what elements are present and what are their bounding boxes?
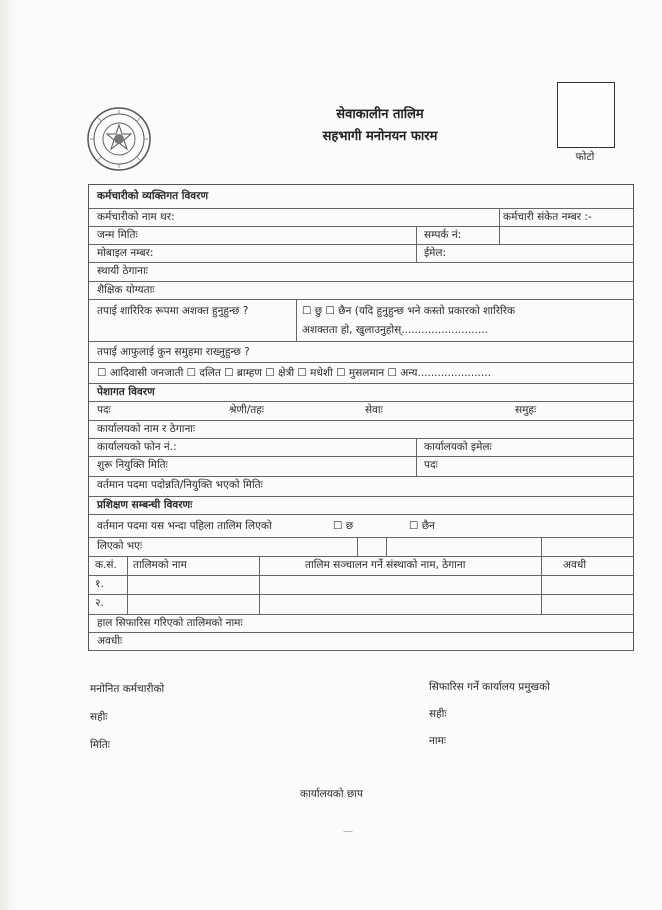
- dob-field[interactable]: जन्म मितिः: [97, 229, 138, 241]
- disability-question: तपाई शारिरिक रूपमा अशक्त हुनुहुन्छ ?: [97, 305, 249, 317]
- row-taken: [89, 538, 633, 557]
- employee-code-field[interactable]: कर्मचारी संकेत नम्बर :-: [503, 211, 592, 223]
- form-title-line2: सहभागी मनोनयन फारम: [322, 129, 438, 144]
- col-sn-header: क.सं.: [95, 559, 117, 571]
- row-disability: [89, 300, 633, 342]
- row-prior-training: [89, 515, 633, 538]
- row-duration: [89, 633, 633, 651]
- col-duration-header: अवधी: [563, 559, 587, 571]
- training-org-cell[interactable]: [259, 576, 541, 594]
- row-group-options: [89, 363, 633, 384]
- education-field[interactable]: शैक्षिक योग्यताः: [97, 284, 155, 296]
- office-head-signature-field[interactable]: सहीः: [429, 708, 447, 720]
- row-office-name: [89, 421, 633, 439]
- service-field[interactable]: सेवाः: [365, 404, 383, 416]
- photo-label: फोटो: [575, 151, 595, 163]
- nominee-title: मनोनित कर्मचारीको: [90, 683, 165, 695]
- duration-field[interactable]: अवधीः: [97, 635, 123, 647]
- page-edge-shadow: [0, 0, 16, 910]
- training-section-header: प्रशिक्षण सम्बन्धी विवरणः: [89, 497, 633, 515]
- row-group-question: [89, 342, 633, 363]
- email-field[interactable]: ईमेल:: [424, 247, 447, 259]
- disability-options[interactable]: ☐ छु ☐ छैन (यदि हुनुहुन्छ भने कस्तो प्रकारको शारिरिक: [302, 305, 516, 317]
- col-org-header: तालिम सञ्चालन गर्ने संस्थाको नाम, ठेगाना: [305, 559, 466, 571]
- office-email-field[interactable]: कार्यालयको इमेलः: [424, 441, 492, 453]
- personal-section-header: कर्मचारीको व्यक्तिगत विवरण: [89, 185, 633, 209]
- row-sn: २.: [95, 597, 104, 609]
- training-org-cell[interactable]: [259, 595, 541, 614]
- office-phone-field[interactable]: कार्यालयको फोन नं.:: [97, 441, 177, 453]
- recommended-training-field[interactable]: हाल सिफारिस गरिएको तालिमको नामः: [97, 617, 243, 629]
- office-stamp-label: कार्यालयको छाप: [300, 788, 363, 800]
- row-sn: १.: [95, 578, 104, 590]
- photo-box: [557, 82, 615, 148]
- office-head-name-field[interactable]: नामः: [429, 735, 446, 747]
- appointment-date-field[interactable]: शुरू नियुक्ति मितिः: [97, 459, 168, 471]
- form-title-line1: सेवाकालीन तालिम: [336, 107, 424, 122]
- contact-field[interactable]: सम्पर्क नं:: [424, 229, 462, 241]
- training-duration-cell[interactable]: [541, 595, 633, 614]
- row-recommended-training: [89, 615, 633, 633]
- training-table-row: [89, 595, 633, 615]
- prior-training-yes-checkbox[interactable]: ☐ छ: [333, 520, 354, 532]
- row-appointment: [89, 457, 633, 477]
- nominee-date-field[interactable]: मितिः: [90, 739, 110, 751]
- training-name-cell[interactable]: [127, 595, 259, 614]
- professional-section-header: पेशागत विवरण: [89, 384, 633, 402]
- group-field[interactable]: समुहः: [515, 404, 537, 416]
- employee-name-field[interactable]: कर्मचारीको नाम थर:: [97, 211, 175, 223]
- post-field[interactable]: पदः: [97, 404, 111, 416]
- row-current-post: [89, 477, 633, 497]
- training-table-row: [89, 576, 633, 595]
- scan-mark: —: [343, 826, 353, 837]
- training-table-header: [89, 557, 633, 576]
- office-head-title: सिफारिस गर्ने कार्यालय प्रमुखको: [429, 681, 550, 693]
- appointment-post-field[interactable]: पदः: [424, 459, 438, 471]
- office-name-field[interactable]: कार्यालयको नाम र ठेगानाः: [97, 423, 196, 435]
- institute-emblem-icon: [86, 106, 152, 172]
- training-name-cell[interactable]: [127, 576, 259, 594]
- row-employee-name: [89, 209, 633, 227]
- prior-training-question: वर्तमान पदमा यस भन्दा पहिला तालिम लिएको: [97, 520, 272, 532]
- nominee-signature-field[interactable]: सहीः: [90, 711, 108, 723]
- class-field[interactable]: श्रेणी/तहः: [229, 404, 264, 416]
- taken-field[interactable]: लिएको भएः: [97, 540, 143, 552]
- group-question: तपाई आफुलाई कुन समुहमा राख्नुहुन्छ ?: [97, 346, 250, 358]
- row-address: [89, 263, 633, 282]
- mobile-field[interactable]: मोबाइल नम्बर:: [97, 247, 154, 259]
- row-education: [89, 282, 633, 300]
- row-office-phone: [89, 439, 633, 457]
- group-options[interactable]: ☐ आदिवासी जनजाती ☐ दलित ☐ ब्राम्हण ☐ क्षेत्री ☐ मधेशी ☐ मुसलमान ☐ अन्य......................: [97, 367, 491, 379]
- current-post-date-field[interactable]: वर्तमान पदमा पदोन्नति/नियुक्ति भएको मितिः: [97, 479, 263, 491]
- row-mobile: [89, 245, 633, 263]
- address-field[interactable]: स्थायी ठेगानाः: [97, 265, 148, 277]
- row-dob: [89, 227, 633, 245]
- row-post: [89, 402, 633, 421]
- training-duration-cell[interactable]: [541, 576, 633, 594]
- disability-detail[interactable]: अशक्तता हो, खुलाउनुहोस्..........................: [302, 324, 488, 336]
- col-training-name-header: तालिमको नाम: [133, 559, 187, 571]
- nomination-form-table: [88, 184, 634, 651]
- prior-training-no-checkbox[interactable]: ☐ छैन: [409, 520, 435, 532]
